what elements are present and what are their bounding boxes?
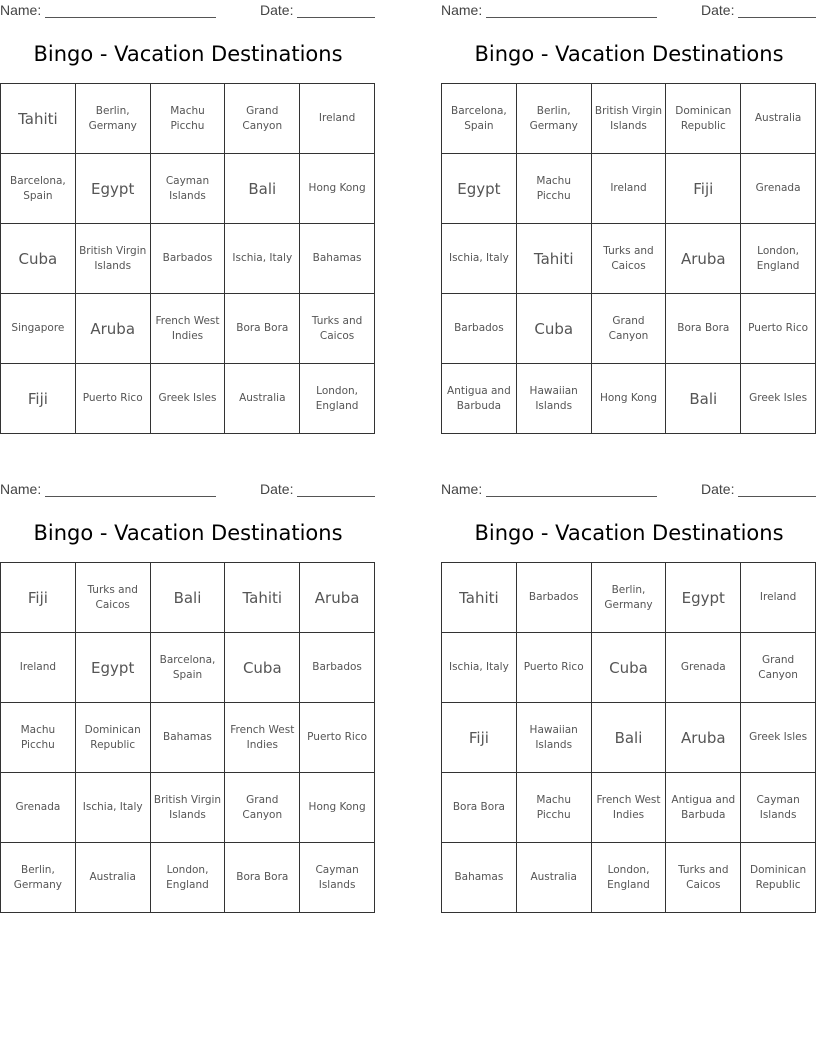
date-label: Date: [260, 481, 294, 497]
bingo-cell: Hong Kong [300, 773, 375, 843]
bingo-cell: Ischia, Italy [442, 224, 517, 294]
bingo-cell: Tahiti [1, 84, 76, 154]
name-blank[interactable] [486, 3, 657, 18]
bingo-cell: Hong Kong [300, 154, 375, 224]
card-title: Bingo - Vacation Destinations [33, 521, 343, 545]
date-blank[interactable] [738, 482, 816, 497]
bingo-cell: Grand Canyon [741, 633, 816, 703]
bingo-cell: Bahamas [442, 843, 517, 913]
bingo-cell: Barbados [151, 224, 226, 294]
bingo-cell: Ischia, Italy [442, 633, 517, 703]
bingo-cell: Grand Canyon [592, 294, 667, 364]
bingo-cell: Machu Picchu [517, 773, 592, 843]
bingo-cell: Australia [741, 84, 816, 154]
bingo-cell: Bali [592, 703, 667, 773]
bingo-cell: Cuba [517, 294, 592, 364]
name-label: Name: [0, 2, 42, 18]
bingo-cell: Australia [76, 843, 151, 913]
card-title: Bingo - Vacation Destinations [474, 521, 784, 545]
bingo-cell: Aruba [300, 563, 375, 633]
name-label: Name: [441, 2, 483, 18]
date-field[interactable] [260, 481, 375, 497]
bingo-cell: Fiji [666, 154, 741, 224]
card-title: Bingo - Vacation Destinations [33, 42, 343, 66]
bingo-grid [441, 562, 816, 913]
name-field[interactable] [0, 481, 216, 497]
bingo-cell: Fiji [442, 703, 517, 773]
bingo-cell: Cuba [225, 633, 300, 703]
date-field[interactable] [701, 481, 816, 497]
bingo-cell: Fiji [1, 364, 76, 434]
bingo-cell: Machu Picchu [1, 703, 76, 773]
bingo-cell: Hawaiian Islands [517, 364, 592, 434]
bingo-cell: French West Indies [592, 773, 667, 843]
name-label: Name: [0, 481, 42, 497]
date-label: Date: [260, 2, 294, 18]
bingo-cell: London, England [741, 224, 816, 294]
bingo-cell: Egypt [76, 633, 151, 703]
bingo-cell: French West Indies [225, 703, 300, 773]
date-label: Date: [701, 2, 735, 18]
name-label: Name: [441, 481, 483, 497]
name-blank[interactable] [486, 482, 657, 497]
bingo-cell: Dominican Republic [666, 84, 741, 154]
card-title: Bingo - Vacation Destinations [474, 42, 784, 66]
bingo-cell: Greek Isles [741, 703, 816, 773]
name-field[interactable] [0, 2, 216, 18]
bingo-cell: Barcelona, Spain [442, 84, 517, 154]
bingo-cell: London, England [592, 843, 667, 913]
bingo-grid [0, 562, 375, 913]
card-header [0, 0, 376, 20]
bingo-cell: Fiji [1, 563, 76, 633]
bingo-cell: Cayman Islands [741, 773, 816, 843]
bingo-cell: Aruba [666, 703, 741, 773]
bingo-cell: Hong Kong [592, 364, 667, 434]
bingo-cell: Egypt [666, 563, 741, 633]
bingo-card-4 [441, 479, 816, 919]
bingo-cell: Ischia, Italy [76, 773, 151, 843]
bingo-cell: British Virgin Islands [592, 84, 667, 154]
name-blank[interactable] [45, 482, 216, 497]
bingo-card-2 [441, 0, 816, 440]
bingo-cell: Bora Bora [225, 294, 300, 364]
bingo-cell: Cayman Islands [151, 154, 226, 224]
bingo-cell: Tahiti [442, 563, 517, 633]
bingo-cell: Bali [225, 154, 300, 224]
bingo-cell: Turks and Caicos [666, 843, 741, 913]
date-field[interactable] [260, 2, 375, 18]
bingo-cell: Egypt [442, 154, 517, 224]
bingo-cell: Cuba [592, 633, 667, 703]
bingo-cell: London, England [300, 364, 375, 434]
bingo-cell: Ireland [300, 84, 375, 154]
bingo-cell: Singapore [1, 294, 76, 364]
bingo-cell: Greek Isles [151, 364, 226, 434]
name-field[interactable] [441, 481, 657, 497]
bingo-cell: Ischia, Italy [225, 224, 300, 294]
bingo-cell: Berlin, Germany [76, 84, 151, 154]
bingo-cell: Grand Canyon [225, 773, 300, 843]
bingo-cell: Tahiti [517, 224, 592, 294]
bingo-cell: Puerto Rico [300, 703, 375, 773]
bingo-cell: Dominican Republic [741, 843, 816, 913]
bingo-cell: Barcelona, Spain [151, 633, 226, 703]
date-field[interactable] [701, 2, 816, 18]
bingo-cell: British Virgin Islands [76, 224, 151, 294]
bingo-cell: Cuba [1, 224, 76, 294]
bingo-cell: Bora Bora [666, 294, 741, 364]
bingo-cell: Bali [666, 364, 741, 434]
bingo-cell: Australia [517, 843, 592, 913]
bingo-cell: Grenada [1, 773, 76, 843]
bingo-cell: Ireland [1, 633, 76, 703]
date-blank[interactable] [297, 482, 375, 497]
bingo-cell: Grenada [741, 154, 816, 224]
bingo-cell: Bali [151, 563, 226, 633]
bingo-grid [0, 83, 375, 434]
bingo-cell: London, England [151, 843, 226, 913]
bingo-cell: Berlin, Germany [1, 843, 76, 913]
bingo-cell: Barbados [442, 294, 517, 364]
bingo-cell: Puerto Rico [517, 633, 592, 703]
bingo-cell: Greek Isles [741, 364, 816, 434]
bingo-cell: Cayman Islands [300, 843, 375, 913]
bingo-cell: Puerto Rico [76, 364, 151, 434]
bingo-cell: Tahiti [225, 563, 300, 633]
bingo-cell: Bahamas [151, 703, 226, 773]
bingo-cell: Barcelona, Spain [1, 154, 76, 224]
bingo-cell: Grand Canyon [225, 84, 300, 154]
bingo-cell: Berlin, Germany [517, 84, 592, 154]
bingo-cell: Turks and Caicos [592, 224, 667, 294]
bingo-cell: Barbados [517, 563, 592, 633]
bingo-cell: British Virgin Islands [151, 773, 226, 843]
date-blank[interactable] [297, 3, 375, 18]
bingo-cell: Puerto Rico [741, 294, 816, 364]
card-header [0, 479, 376, 499]
bingo-cell: Barbados [300, 633, 375, 703]
date-blank[interactable] [738, 3, 816, 18]
name-field[interactable] [441, 2, 657, 18]
bingo-cell: Bora Bora [225, 843, 300, 913]
bingo-cell: Hawaiian Islands [517, 703, 592, 773]
bingo-cell: Machu Picchu [517, 154, 592, 224]
bingo-cell: Ireland [592, 154, 667, 224]
bingo-cell: Turks and Caicos [300, 294, 375, 364]
bingo-cell: Aruba [76, 294, 151, 364]
bingo-cell: Egypt [76, 154, 151, 224]
bingo-cell: French West Indies [151, 294, 226, 364]
bingo-card-1 [0, 0, 376, 440]
bingo-cell: Bora Bora [442, 773, 517, 843]
bingo-card-3 [0, 479, 376, 919]
bingo-cell: Turks and Caicos [76, 563, 151, 633]
bingo-cell: Antigua and Barbuda [442, 364, 517, 434]
bingo-cell: Berlin, Germany [592, 563, 667, 633]
card-header [441, 0, 816, 20]
bingo-cell: Dominican Republic [76, 703, 151, 773]
bingo-cell: Antigua and Barbuda [666, 773, 741, 843]
card-header [441, 479, 816, 499]
bingo-cell: Australia [225, 364, 300, 434]
date-label: Date: [701, 481, 735, 497]
bingo-cell: Aruba [666, 224, 741, 294]
bingo-grid [441, 83, 816, 434]
bingo-cell: Machu Picchu [151, 84, 226, 154]
bingo-cell: Bahamas [300, 224, 375, 294]
name-blank[interactable] [45, 3, 216, 18]
bingo-cell: Grenada [666, 633, 741, 703]
bingo-cell: Ireland [741, 563, 816, 633]
